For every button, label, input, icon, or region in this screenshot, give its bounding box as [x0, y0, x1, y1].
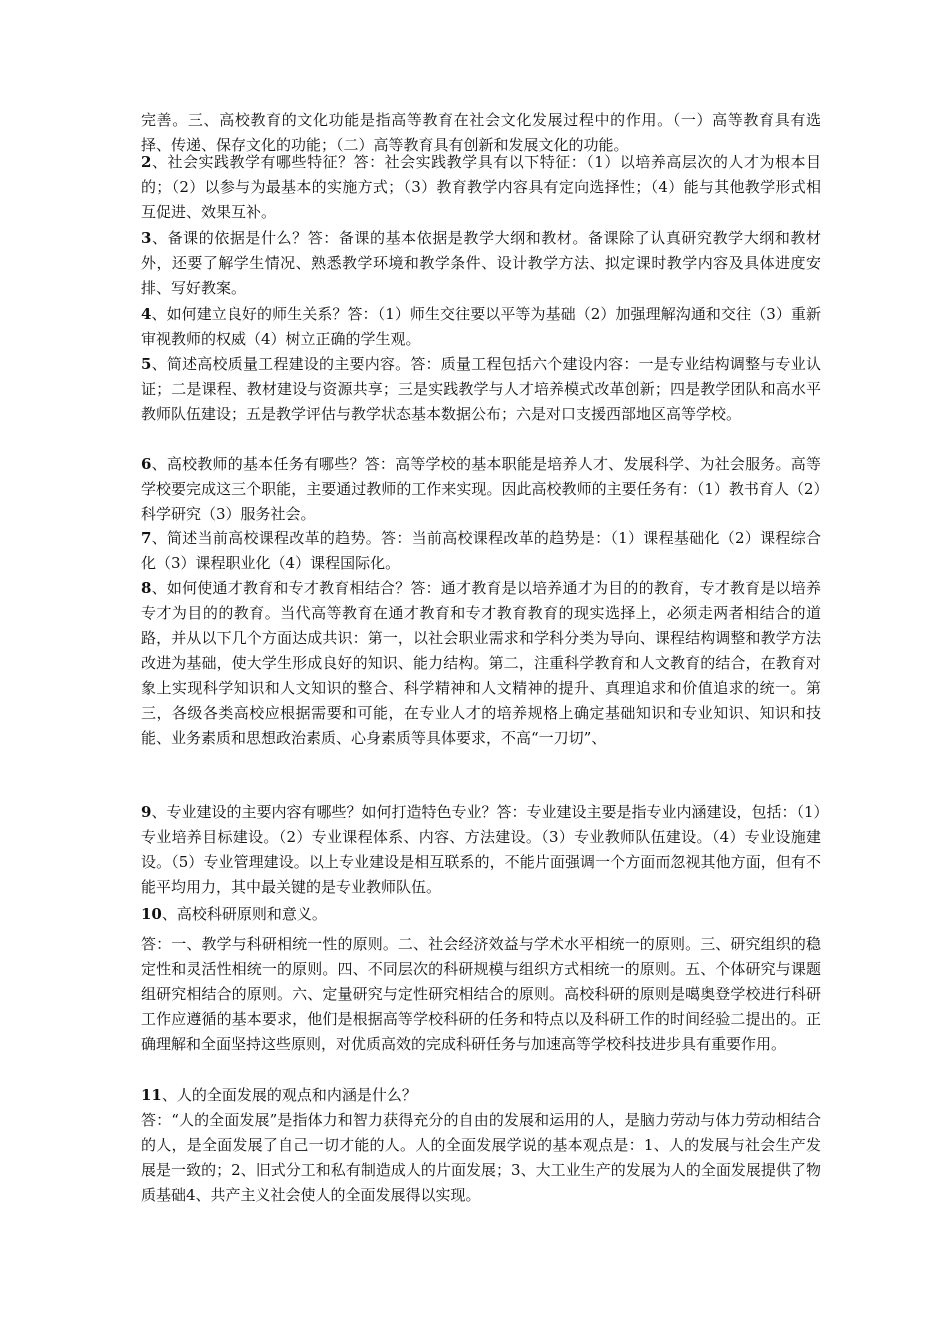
paragraph-6: 6、高校教师的基本任务有哪些？答：高等学校的基本职能是培养人才、发展科学、为社会服务。高等学校要完成这三个职能，主要通过教师的工作来实现。因此高校教师的主要任务有：（1）教书育人（2）科学研究（3）服务社会。 [141, 455, 821, 523]
paragraph-13: 答：“人的全面发展”是指体力和智力获得充分的自由的发展和运用的人，是脑力劳动与体力劳动相结合的人，是全面发展了自己一切才能的人。人的全面发展学说的基本观点是：1、人的发展与社会生产发展是一致的；2、旧式分工和私有制造成人的片面发展；3、大工业生产的发展为人的全面发展提供了物质基础4、共产主义社会使人的全面发展得以实现。 [141, 1111, 821, 1204]
paragraph-11: 答：一、教学与科研相统一性的原则。二、社会经济效益与学术水平相统一的原则。三、研究组织的稳定性和灵活性相统一的原则。四、不同层次的科研规模与组织方式相统一的原则。五、个体研究与课题组研究相结合的原则。六、定量研究与定性研究相结合的原则。高校科研的原则是噶奥登学校进行科研工作应遵循的基本要求，他们是根据高等学校科研的任务和特点以及科研工作的时间经验二提出的。正确理解和全面坚持这些原则，对优质高效的完成科研任务与加速高等学校科技进步具有重要作用。 [141, 935, 821, 1053]
paragraph-4: 4、如何建立良好的师生关系？答：（1）师生交往要以平等为基础（2）加强理解沟通和交往（3）重新审视教师的权威（4）树立正确的学生观。 [141, 305, 821, 348]
paragraph-12: 11、人的全面发展的观点和内涵是什么？ [141, 1086, 417, 1104]
paragraph-9: 9、专业建设的主要内容有哪些？如何打造特色专业？答：专业建设主要是指专业内涵建设，包括：（1）专业培养目标建设。（2）专业课程体系、内容、方法建设。（3）专业教师队伍建设。（4）专业设施建设。（5）专业管理建设。以上专业建设是相互联系的，不能片面强调一个方面而忽视其他方面，但有不能平均用力，其中最关键的是专业教师队伍。 [141, 803, 821, 896]
paragraph-7: 7、简述当前高校课程改革的趋势。答：当前高校课程改革的趋势是：（1）课程基础化（2）课程综合化（3）课程职业化（4）课程国际化。 [141, 529, 821, 572]
paragraph-3: 3、备课的依据是什么？答：备课的基本依据是教学大纲和教材。备课除了认真研究教学大纲和教材外，还要了解学生情况、熟悉教学环境和教学条件、设计教学方法、拟定课时教学内容及具体进度安排、写好教案。 [141, 229, 821, 297]
paragraph-10: 10、高校科研原则和意义。 [141, 905, 327, 923]
paragraph-8: 8、如何使通才教育和专才教育相结合？答：通才教育是以培养通才为目的的教育，专才教育是以培养专才为目的的教育。当代高等教育在通才教育和专才教育教育的现实选择上，必须走两者相结合的道路，并从以下几个方面达成共识：第一，以社会职业需求和学科分类为导向、课程结构调整和教学方法改进为基础，使大学生形成良好的知识、能力结构。第二，注重科学教育和人文教育的结合，在教育对象上实现科学知识和人文知识的整合、科学精神和人文精神的提升、真理追求和价值追求的统一。第三，各级各类高校应根据需要和可能，在专业人才的培养规格上确定基础知识和专业知识、知识和技能、业务素质和思想政治素质、心身素质等具体要求，不高“一刀切”、 [141, 579, 821, 747]
paragraph-5: 5、简述高校质量工程建设的主要内容。答：质量工程包括六个建设内容：一是专业结构调整与专业认证；二是课程、教材建设与资源共享；三是实践教学与人才培养模式改革创新；四是教学团队和高水平教师队伍建设；五是教学评估与教学状态基本数据公布；六是对口支援西部地区高等学校。 [141, 355, 821, 423]
paragraph-1: 完善。三、高校教育的文化功能是指高等教育在社会文化发展过程中的作用。（一）高等教育具有选择、传递、保存文化的功能；（二）高等教育具有创新和发展文化的功能。 [141, 111, 821, 154]
paragraph-2: 2、社会实践教学有哪些特征？答：社会实践教学具有以下特征：（1）以培养高层次的人才为根本目的；（2）以参与为最基本的实施方式；（3）教育教学内容具有定向选择性；（4）能与其他教学形式相互促进、效果互补。 [141, 153, 821, 221]
